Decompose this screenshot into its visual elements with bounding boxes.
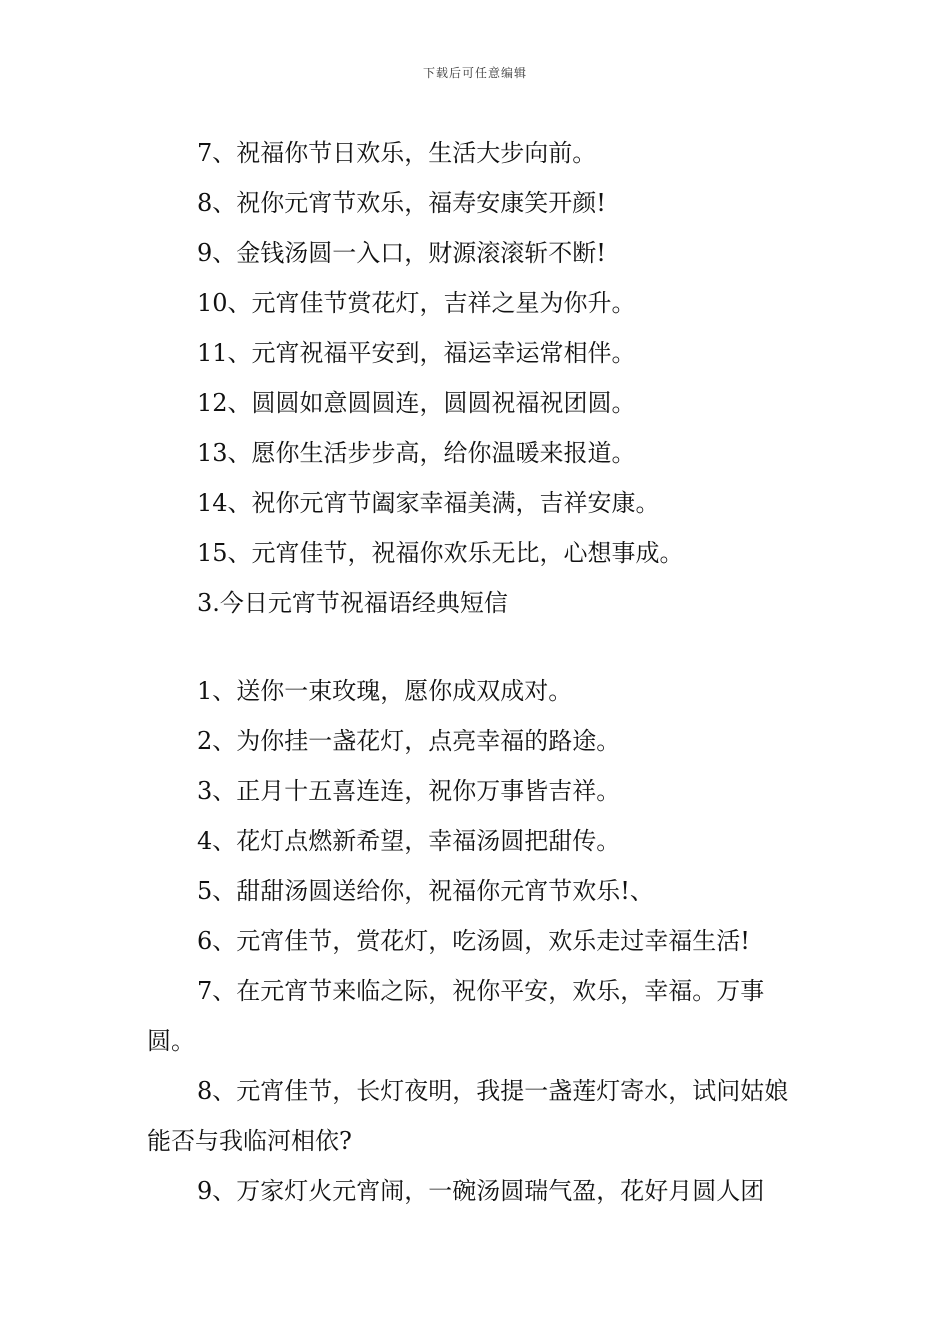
list-item: 9、万家灯火元宵闹，一碗汤圆瑞气盈，花好月圆人团 <box>197 1177 765 1205</box>
list-item: 14、祝你元宵节阖家幸福美满，吉祥安康。 <box>197 489 660 517</box>
list-item: 8、元宵佳节，长灯夜明，我提一盏莲灯寄水，试问姑娘能否与我临河相依? <box>147 1077 789 1155</box>
document-body <box>147 128 807 1216</box>
list-item: 2、为你挂一盏花灯，点亮幸福的路途。 <box>197 727 621 755</box>
list-item: 5、甜甜汤圆送给你，祝福你元宵节欢乐!、 <box>197 877 654 905</box>
page-header: 下载后可任意编辑 <box>422 66 527 80</box>
list-item: 11、元宵祝福平安到，福运幸运常相伴。 <box>197 339 636 367</box>
list-item: 3、正月十五喜连连，祝你万事皆吉祥。 <box>197 777 621 805</box>
list-item: 13、愿你生活步步高，给你温暖来报道。 <box>197 439 636 467</box>
list-item: 10、元宵佳节赏花灯，吉祥之星为你升。 <box>197 289 636 317</box>
list-item: 7、在元宵节来临之际，祝你平安，欢乐，幸福。万事圆。 <box>147 977 765 1055</box>
list-item: 9、金钱汤圆一入口，财源滚滚斩不断! <box>197 239 606 267</box>
list-item: 12、圆圆如意圆圆连，圆圆祝福祝团圆。 <box>197 389 636 417</box>
blank-line <box>147 628 807 666</box>
list-item: 8、祝你元宵节欢乐，福寿安康笑开颜! <box>197 189 606 217</box>
list-item: 15、元宵佳节，祝福你欢乐无比，心想事成。 <box>197 539 684 567</box>
list-item: 4、花灯点燃新希望，幸福汤圆把甜传。 <box>197 827 621 855</box>
section-heading: 3.今日元宵节祝福语经典短信 <box>197 589 508 617</box>
list-item: 7、祝福你节日欢乐，生活大步向前。 <box>197 139 597 167</box>
list-item: 1、送你一束玫瑰，愿你成双成对。 <box>197 677 573 705</box>
list-item: 6、元宵佳节，赏花灯，吃汤圆，欢乐走过幸福生活! <box>197 927 750 955</box>
